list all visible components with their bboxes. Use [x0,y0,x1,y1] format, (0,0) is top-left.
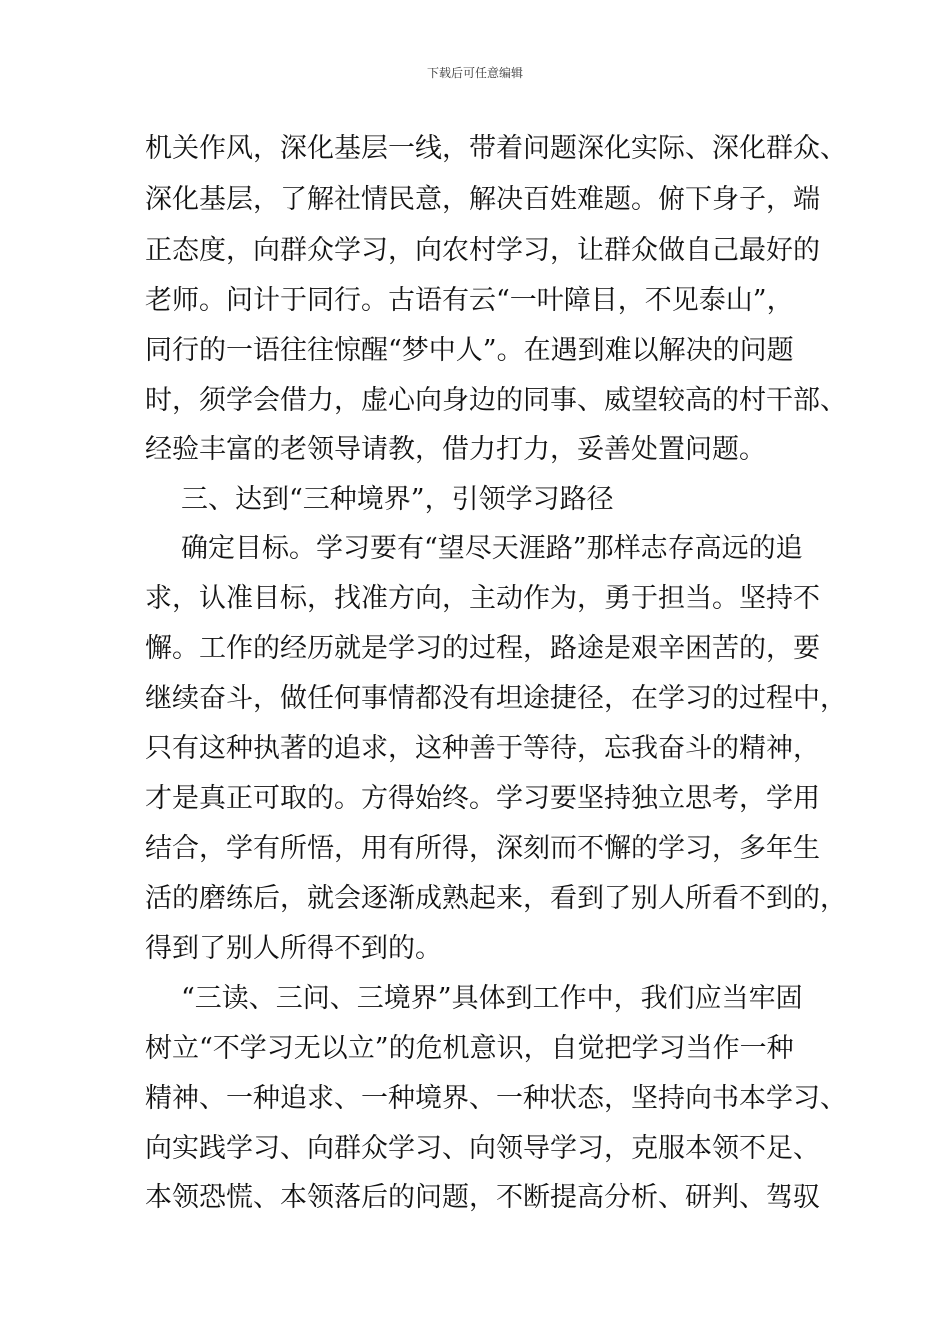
text-line: 树立“不学习无以立”的危机意识，自觉把学习当作一种 [145,1033,794,1064]
text-line: 本领恐慌、本领落后的问题，不断提高分析、研判、驾驭 [145,1182,820,1213]
text-line: 继续奋斗，做任何事情都没有坦途捷径，在学习的过程中， [145,683,847,714]
section-heading: 三、达到“三种境界”，引领学习路径 [181,484,614,515]
text-line: 向实践学习、向群众学习、向领导学习，克服本领不足、 [145,1133,820,1164]
text-line: 才是真正可取的。方得始终。学习要坚持独立思考，学用 [145,783,820,814]
text-line: 老师。问计于同行。古语有云“一叶障目，不见泰山”， [145,285,794,316]
text-line: 只有这种执著的追求，这种善于等待，忘我奋斗的精神， [145,733,820,764]
text-line: 确定目标。学习要有“望尽天涯路”那样志存高远的追 [181,533,803,564]
text-line: 懈。工作的经历就是学习的过程，路途是艰辛困苦的，要 [145,633,820,664]
text-line: 求，认准目标，找准方向，主动作为，勇于担当。坚持不 [145,583,820,614]
text-line: 机关作风，深化基层一线，带着问题深化实际、深化群众、 [145,133,847,164]
text-line: 结合，学有所悟，用有所得，深刻而不懈的学习，多年生 [145,833,820,864]
text-line: 正态度，向群众学习，向农村学习，让群众做自己最好的 [145,235,820,266]
text-line: 深化基层，了解社情民意，解决百姓难题。俯下身子，端 [145,184,820,215]
text-line: 经验丰富的老领导请教，借力打力，妥善处置问题。 [145,434,766,465]
page-header: 下载后可任意编辑 [426,66,523,80]
text-line: 得到了别人所得不到的。 [145,933,442,964]
text-line: 精神、一种追求、一种境界、一种状态，坚持向书本学习、 [145,1083,847,1114]
text-line: 同行的一语往往惊醒“梦中人”。在遇到难以解决的问题 [145,335,794,366]
text-line: “三读、三问、三境界”具体到工作中，我们应当牢固 [181,983,803,1014]
text-line: 时，须学会借力，虚心向身边的同事、威望较高的村干部、 [145,385,847,416]
text-line: 活的磨练后，就会逐渐成熟起来，看到了别人所看不到的， [145,883,847,914]
